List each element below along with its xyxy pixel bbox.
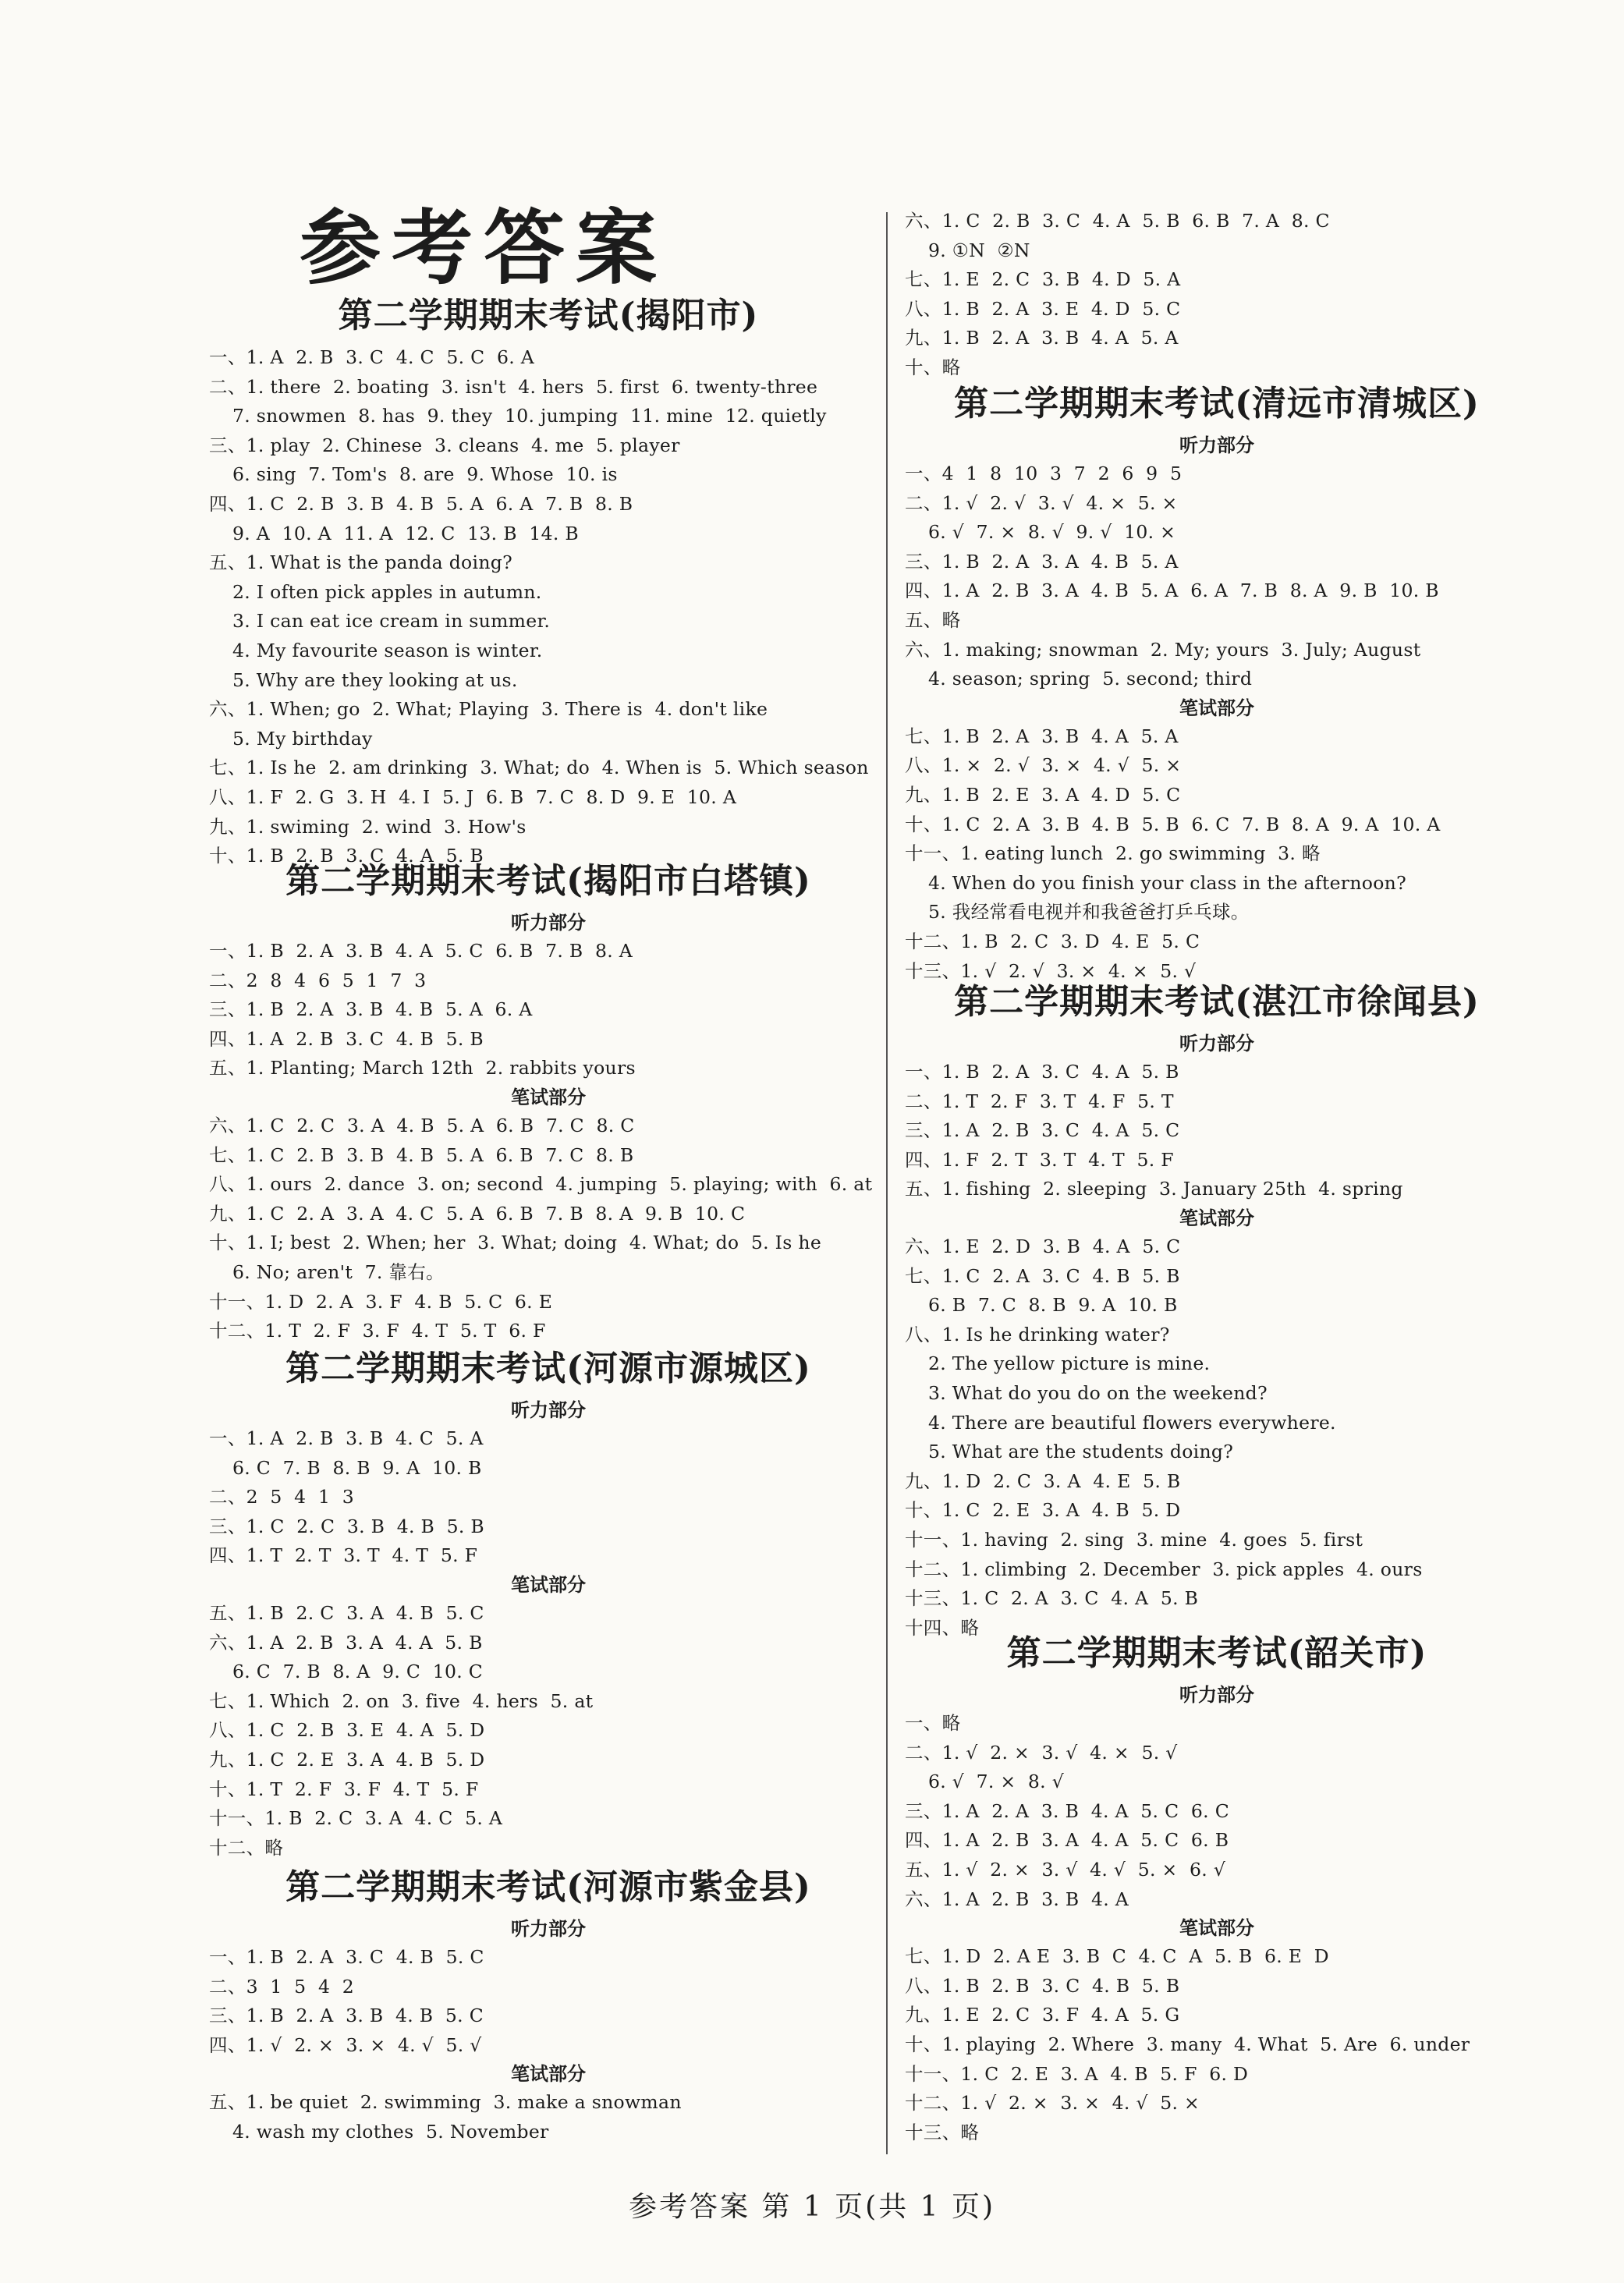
answer-section [209,1342,888,1863]
answer-line: 十、1. C 2. A 3. B 4. B 5. B 6. C 7. B 8. A 9. A 10. A [905,813,1441,835]
answer-line: 十、略 [905,356,961,378]
answer-line: 八、1. F 2. G 3. H 4. I 5. J 6. B 7. C 8. D 9. E 10. A [209,785,737,808]
answer-line: 八、1. ours 2. dance 3. on; second 4. jumping 5. playing; with 6. at [209,1173,873,1196]
answer-line: 6. √ 7. × 8. √ 9. √ 10. × [928,521,1176,544]
section-heading: 第二学期期末考试(湛江市徐闻县) [954,982,1480,1022]
answer-section [905,1626,1529,2147]
answer-line: 十一、1. C 2. E 3. A 4. B 5. F 6. D [905,2062,1249,2085]
answer-line: 十二、1. B 2. C 3. D 4. E 5. C [905,930,1200,952]
answer-line: 十一、1. eating lunch 2. go swimming 3. 略 [905,842,1321,865]
answer-line: 九、1. E 2. C 3. F 4. A 5. G [905,2004,1180,2026]
answer-line: 六、1. C 2. B 3. C 4. A 5. B 6. B 7. A 8. C [905,210,1330,232]
answer-line: 七、1. E 2. C 3. B 4. D 5. A [905,268,1181,291]
answer-line: 七、1. C 2. A 3. C 4. B 5. B [905,1264,1180,1287]
answer-line: 四、1. T 2. T 3. T 4. T 5. F [209,1544,478,1567]
answer-line: 七、1. D 2. A E 3. B C 4. C A 5. B 6. E D [905,1945,1329,1968]
answer-line: 一、1. B 2. A 3. B 4. A 5. C 6. B 7. B 8. A [209,940,633,962]
answer-line: 五、1. Planting; March 12th 2. rabbits yours [209,1057,636,1079]
answer-line: 3. I can eat ice cream in summer. [232,610,551,633]
answer-line: 四、1. C 2. B 3. B 4. B 5. A 6. A 7. B 8. B [209,492,633,515]
answer-section [209,289,888,871]
section-heading: 第二学期期末考试(河源市紫金县) [285,1867,811,1907]
answer-line: 七、1. B 2. A 3. B 4. A 5. A [905,725,1179,747]
part-label: 听力部分 [1179,434,1254,456]
answer-line: 十、1. B 2. B 3. C 4. A 5. B [209,845,484,867]
answer-line: 四、1. √ 2. × 3. × 4. √ 5. √ [209,2033,482,2056]
answer-section [905,377,1529,986]
part-label: 笔试部分 [511,1572,586,1596]
answer-line: 十四、略 [905,1616,980,1639]
answer-line: 五、1. be quiet 2. swimming 3. make a snowman [209,2091,682,2114]
answer-line: 4. wash my clothes 5. November [232,2120,549,2143]
answer-line: 六、1. A 2. B 3. B 4. A [905,1888,1129,1910]
answer-line: 三、1. A 2. B 3. C 4. A 5. C [905,1119,1180,1142]
answer-line: 二、1. T 2. F 3. T 4. F 5. T [905,1090,1174,1112]
part-label: 听力部分 [1179,1683,1254,1706]
answer-line: 六、1. making; snowman 2. My; yours 3. July; August [905,638,1421,661]
answer-line: 十一、1. B 2. C 3. A 4. C 5. A [209,1807,503,1830]
answer-section [209,1860,888,2147]
answer-line: 十、1. C 2. E 3. A 4. B 5. D [905,1499,1181,1522]
answer-line: 三、1. A 2. A 3. B 4. A 5. C 6. C [905,1799,1229,1822]
answer-line: 6. √ 7. × 8. √ [928,1771,1064,1793]
answer-line: 九、1. swiming 2. wind 3. How's [209,815,527,838]
answer-line: 9. A 10. A 11. A 12. C 13. B 14. B [232,522,579,544]
answer-line: 六、1. C 2. C 3. A 4. B 5. A 6. B 7. C 8. C [209,1114,635,1136]
answer-line: 五、1. B 2. C 3. A 4. B 5. C [209,1601,484,1624]
answer-line: 二、1. √ 2. × 3. √ 4. × 5. √ [905,1741,1178,1764]
answer-line: 5. 我经常看电视并和我爸爸打乒乓球。 [928,901,1250,923]
answer-line: 十一、1. D 2. A 3. F 4. B 5. C 6. E [209,1290,553,1313]
answer-line: 4. When do you finish your class in the afternoon? [928,871,1406,894]
answer-line: 十、1. playing 2. Where 3. many 4. What 5. Are 6. under [905,2033,1470,2055]
answer-line: 6. C 7. B 8. B 9. A 10. B [232,1456,482,1479]
section-heading: 第二学期期末考试(韶关市) [1006,1633,1427,1673]
answer-line: 3. What do you do on the weekend? [928,1381,1268,1404]
answer-line: 一、4 1 8 10 3 7 2 6 9 5 [905,463,1183,484]
section-heading: 第二学期期末考试(河源市源城区) [285,1349,811,1388]
answer-line: 2. The yellow picture is mine. [928,1352,1211,1375]
answer-line: 一、1. A 2. B 3. C 4. C 5. C 6. A [209,346,535,368]
answer-line: 十二、1. T 2. F 3. F 4. T 5. T 6. F [209,1320,546,1342]
answer-line: 2. I often pick apples in autumn. [232,580,542,603]
answer-line: 六、1. E 2. D 3. B 4. A 5. C [905,1235,1181,1257]
page-footer: 参考答案 第 1 页(共 1 页) [628,2191,996,2223]
answer-line: 六、1. When; go 2. What; Playing 3. There is 4. don't like [209,698,768,721]
answer-line: 六、1. A 2. B 3. A 4. A 5. B [209,1631,483,1654]
answer-section [209,854,888,1346]
section-heading: 第二学期期末考试(揭阳市白塔镇) [285,861,811,901]
answer-line: 一、略 [905,1712,961,1734]
answer-section [905,207,1529,383]
answer-line: 一、1. B 2. A 3. C 4. B 5. C [209,1946,484,1968]
answer-line: 9. ①N ②N [928,239,1030,261]
answer-line: 五、略 [905,608,961,631]
answer-line: 九、1. C 2. A 3. A 4. C 5. A 6. B 7. B 8. A 9. B 10. C [209,1202,746,1225]
section-heading: 第二学期期末考试(揭阳市) [338,296,759,335]
part-label: 笔试部分 [1179,1916,1254,1940]
answer-line: 四、1. A 2. B 3. C 4. B 5. B [209,1027,484,1050]
answer-line: 四、1. F 2. T 3. T 4. T 5. F [905,1148,1174,1171]
answer-line: 6. sing 7. Tom's 8. are 9. Whose 10. is [232,463,618,486]
answer-line: 五、1. √ 2. × 3. √ 4. √ 5. × 6. √ [905,1858,1226,1881]
part-label: 听力部分 [511,911,586,934]
answer-line: 十三、略 [905,2121,980,2143]
answer-line: 6. B 7. C 8. B 9. A 10. B [928,1294,1178,1317]
answer-line: 6. No; aren't 7. 靠右。 [232,1260,445,1283]
answer-line: 八、1. B 2. A 3. E 4. D 5. C [905,297,1181,320]
answer-line: 七、1. Is he 2. am drinking 3. What; do 4. When is 5. Which season [209,757,869,779]
answer-line: 三、1. B 2. A 3. B 4. B 5. A 6. A [209,998,533,1021]
answer-line: 九、1. B 2. E 3. A 4. D 5. C [905,783,1181,806]
answer-line: 6. C 7. B 8. A 9. C 10. C [232,1661,484,1683]
answer-line: 十三、1. C 2. A 3. C 4. A 5. B [905,1587,1199,1610]
part-label: 笔试部分 [511,1085,586,1108]
answer-section [905,975,1529,1643]
answer-line: 二、1. there 2. boating 3. isn't 4. hers 5. first 6. twenty-three [209,375,818,398]
part-label: 听力部分 [511,1917,586,1940]
answer-line: 一、1. A 2. B 3. B 4. C 5. A [209,1427,484,1449]
answer-line: 三、1. B 2. A 3. B 4. B 5. C [209,2005,484,2027]
answer-line: 5. My birthday [232,727,373,750]
answer-line: 八、1. Is he drinking water? [905,1323,1170,1345]
answer-line: 十二、1. climbing 2. December 3. pick apples 4. ours [905,1558,1423,1580]
answer-line: 5. Why are they looking at us. [232,668,518,691]
answer-line: 十二、1. √ 2. × 3. × 4. √ 5. × [905,2092,1200,2115]
answer-line: 四、1. A 2. B 3. A 4. A 5. C 6. B [905,1829,1229,1852]
answer-line: 五、1. What is the panda doing? [209,551,513,574]
part-label: 听力部分 [511,1399,586,1421]
answer-line: 7. snowmen 8. has 9. they 10. jumping 11. mine 12. quietly [232,405,827,427]
answer-line: 二、1. √ 2. √ 3. √ 4. × 5. × [905,491,1178,514]
answer-line: 二、2 5 4 1 3 [209,1486,355,1508]
answer-line: 五、1. fishing 2. sleeping 3. January 25th 4. spring [905,1178,1403,1200]
answer-line: 九、1. C 2. E 3. A 4. B 5. D [209,1748,485,1771]
part-label: 听力部分 [1179,1032,1254,1055]
answer-line: 4. season; spring 5. second; third [928,668,1253,690]
answer-line: 二、3 1 5 4 2 [209,1975,355,1998]
answer-line: 八、1. × 2. √ 3. × 4. √ 5. × [905,754,1182,777]
answer-line: 十一、1. having 2. sing 3. mine 4. goes 5. first [905,1528,1363,1551]
part-label: 笔试部分 [1179,1206,1254,1229]
page-title: 参考答案 [299,200,668,296]
answer-line: 八、1. C 2. B 3. E 4. A 5. D [209,1719,485,1742]
answer-line: 十、1. I; best 2. When; her 3. What; doing 4. What; do 5. Is he [209,1232,822,1254]
answer-line: 三、1. C 2. C 3. B 4. B 5. B [209,1515,484,1537]
answer-line: 5. What are the students doing? [928,1441,1234,1463]
answer-line: 一、1. B 2. A 3. C 4. A 5. B [905,1061,1179,1083]
answer-line: 七、1. Which 2. on 3. five 4. hers 5. at [209,1689,594,1712]
part-label: 笔试部分 [1179,696,1254,719]
answer-line: 四、1. A 2. B 3. A 4. B 5. A 6. A 7. B 8. A 9. B 10. B [905,580,1439,602]
answer-line: 十、1. T 2. F 3. F 4. T 5. F [209,1778,479,1800]
section-heading: 第二学期期末考试(清远市清城区) [954,384,1480,424]
answer-line: 4. There are beautiful flowers everywhere. [928,1411,1336,1434]
answer-line: 三、1. B 2. A 3. A 4. B 5. A [905,550,1179,573]
answer-line: 十二、略 [209,1836,284,1859]
answer-line: 十三、1. √ 2. √ 3. × 4. × 5. √ [905,959,1197,982]
answer-line: 九、1. B 2. A 3. B 4. A 5. A [905,327,1179,349]
part-label: 笔试部分 [511,2062,586,2086]
answer-line: 4. My favourite season is winter. [232,639,543,661]
answer-line: 三、1. play 2. Chinese 3. cleans 4. me 5. player [209,434,680,456]
answer-line: 七、1. C 2. B 3. B 4. B 5. A 6. B 7. C 8. B [209,1143,634,1166]
answer-line: 九、1. D 2. C 3. A 4. E 5. B [905,1469,1181,1492]
answer-line: 二、2 8 4 6 5 1 7 3 [209,969,427,991]
answer-line: 八、1. B 2. B 3. C 4. B 5. B [905,1974,1180,1997]
